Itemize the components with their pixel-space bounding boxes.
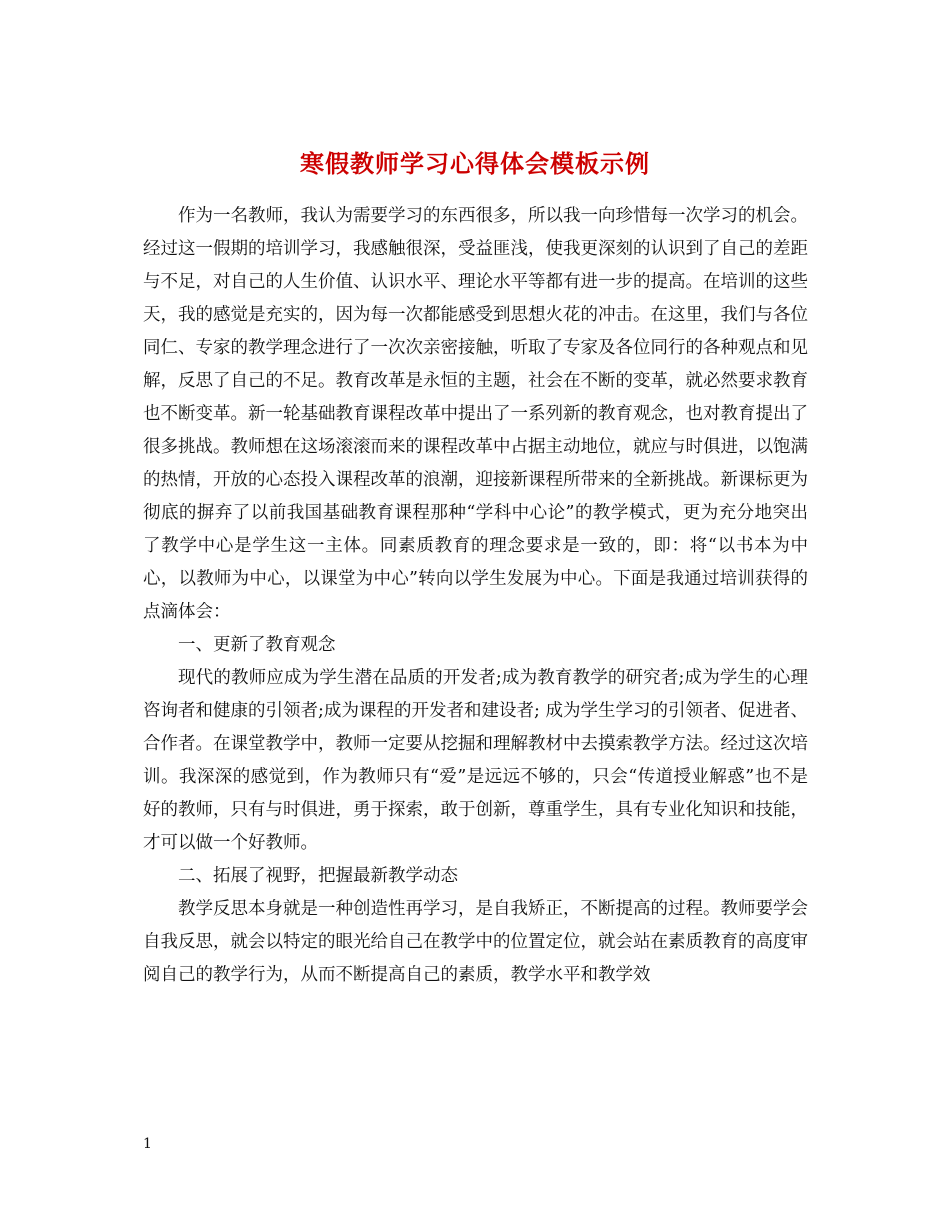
paragraph-section-1: 现代的教师应成为学生潜在品质的开发者;成为教育教学的研究者;成为学生的心理咨询者和健康的引领者;成为课程的开发者和建设者; 成为学生学习的引领者、促进者、合作者。在课堂教学中，教师一定要从挖掘和理解教材中去摸索教学方法。经过这次培训。我深深的感觉到，作为教师只有“爱”是远远不够的，只会“传道授业解惑”也不是好的教师，只有与时俱进，勇于探索，敢于创新，尊重学生，具有专业化知识和技能，才可以做一个好教师。 [143, 668, 808, 853]
document-body [143, 200, 808, 992]
section-heading-1: 一、更新了教育观念 [178, 635, 336, 655]
page-number: 1 [143, 1136, 152, 1152]
section-heading-2: 二、拓展了视野，把握最新教学动态 [178, 866, 458, 886]
paragraph-section-2: 教学反思本身就是一种创造性再学习，是自我矫正，不断提高的过程。教师要学会自我反思，就会以特定的眼光给自己在教学中的位置定位，就会站在素质教育的高度审阅自己的教学行为，从而不断提高自己的素质，教学水平和教学效 [143, 899, 808, 985]
document-title: 寒假教师学习心得体会模板示例 [300, 149, 650, 179]
paragraph-intro: 作为一名教师，我认为需要学习的东西很多，所以我一向珍惜每一次学习的机会。经过这一假期的培训学习，我感触很深，受益匪浅，使我更深刻的认识到了自己的差距与不足，对自己的人生价值、认识水平、理论水平等都有进一步的提高。在培训的这些天，我的感觉是充实的，因为每一次都能感受到思想火花的冲击。在这里，我们与各位同仁、专家的教学理念进行了一次次亲密接触，听取了专家及各位同行的各种观点和见解，反思了自己的不足。教育改革是永恒的主题，社会在不断的变革，就必然要求教育也不断变革。新一轮基础教育课程改革中提出了一系列新的教育观念，也对教育提出了很多挑战。教师想在这场滚滚而来的课程改革中占据主动地位，就应与时俱进，以饱满的热情，开放的心态投入课程改革的浪潮，迎接新课程所带来的全新挑战。新课标更为彻底的摒弃了以前我国基础教育课程那种“学科中心论”的教学模式，更为充分地突出了教学中心是学生这一主体。同素质教育的理念要求是一致的，即：将“以书本为中心，以教师为中心，以课堂为中心”转向以学生发展为中心。下面是我通过培训获得的点滴体会： [143, 206, 808, 622]
